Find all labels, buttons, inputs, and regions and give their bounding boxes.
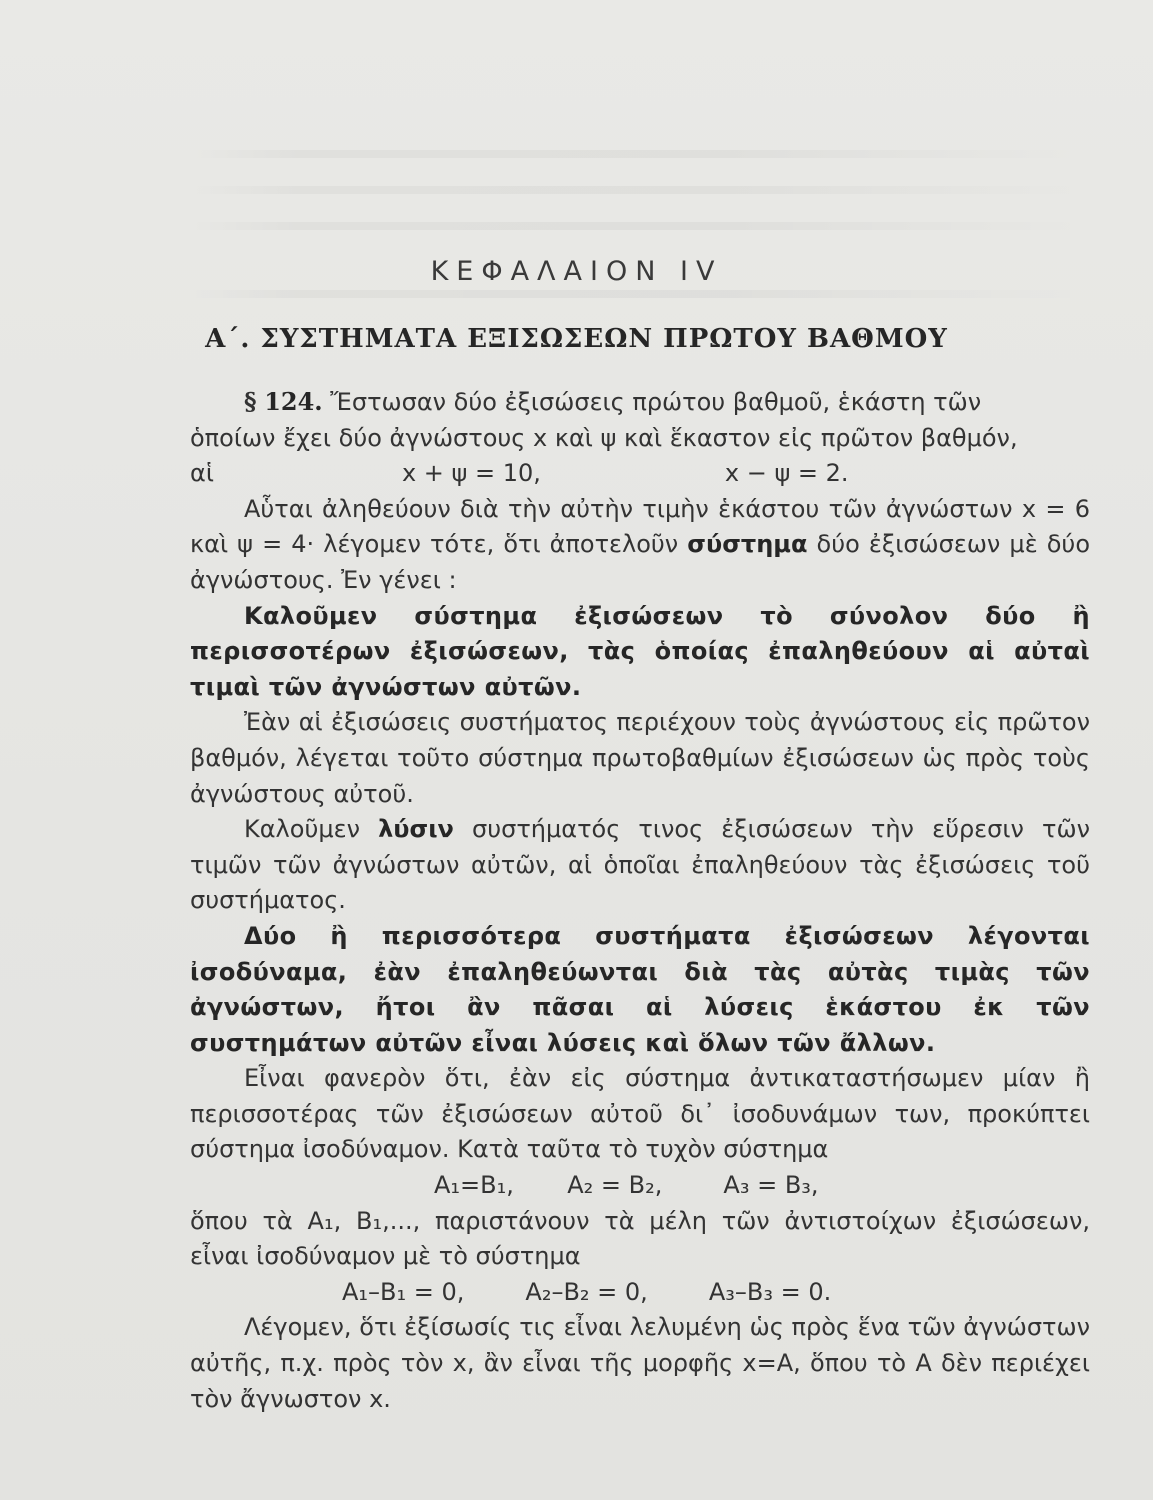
paragraph-124-intro [190, 384, 1090, 421]
equation-system-2: A₁–B₁ = 0, A₂–B₂ = 0, A₃–B₃ = 0. [342, 1277, 832, 1306]
paragraph: ὅπου τὰ A₁, B₁,..., παριστάνουν τὰ μέλη τῶν ἀντιστοίχων ἐξισώσεων, εἶναι ἰσοδύναμον μὲ τὸ σύστημα [190, 1206, 1090, 1271]
paragraph [190, 812, 1090, 919]
paragraph-text: συστήματός τινος ἐξισώσεων τὴν εὕρεσιν τῶν τιμῶν τῶν ἀγνώστων αὐτῶν, αἱ ὁποῖαι ἐπαληθεύουν τὰς ἐξισώσεις τοῦ συστήματος. [190, 815, 1090, 915]
section-number: 124. [264, 387, 323, 416]
section-title: Α΄. ΣΥΣΤΗΜΑΤΑ ΕΞΙΣΩΣΕΩΝ ΠΡΩΤΟΥ ΒΑΘΜΟΥ [205, 324, 948, 354]
paragraph: Εἶναι φανερὸν ὅτι, ἐὰν εἰς σύστημα ἀντικαταστήσωμεν μίαν ἢ περισσοτέρας τῶν ἐξισώσεων αὐτοῦ δι᾽ ἰσοδυνάμων των, προκύπτει σύστημα ἰσοδύναμον. Κατὰ ταῦτα τὸ τυχὸν σύστημα [190, 1064, 1090, 1164]
bleed-through-shadow [190, 186, 1090, 194]
chapter-heading: ΚΕΦΑΛΑΙΟΝ IV [430, 256, 723, 287]
equation-system-1: A₁=B₁, A₂ = B₂, A₃ = B₃, [434, 1171, 819, 1200]
equation: x − ψ = 2. [724, 459, 849, 488]
body-text [190, 384, 1090, 1417]
paragraph-text-line: ὁποίων ἔχει δύο ἀγνώστους x καὶ ψ καὶ ἕκαστον εἰς πρῶτον βαθμόν, [190, 423, 1018, 452]
paragraph-text: Αὗται ἀληθεύουν διὰ τὴν αὐτὴν τιμὴν ἑκάστου τῶν ἀγνώστων x = 6 καὶ ψ = 4· λέγομεν τότε, ὅτι ἀποτελοῦν [190, 494, 1090, 559]
paragraph-text: δύο ἐξισώσεων μὲ δύο ἀγνώστους. Ἐν γένει : [190, 530, 1090, 594]
section-symbol: § [244, 387, 257, 416]
definition-system: Καλοῦμεν σύστημα ἐξισώσεων τὸ σύνολον δύο ἢ περισσοτέρων ἐξισώσεων, τὰς ὁποίας ἐπαληθεύουν αἱ αὐταὶ τιμαὶ τῶν ἀγνώστων αὐτῶν. [190, 601, 1090, 701]
paragraph-text: Καλοῦμεν [244, 815, 360, 844]
equation-prefix: αἱ [190, 459, 214, 488]
term-systema: σύστημα [687, 530, 808, 559]
bleed-through-shadow [190, 150, 1090, 158]
term-lysis: λύσιν [378, 815, 454, 844]
equation-line [190, 456, 1090, 492]
definition-equivalent: Δύο ἢ περισσότερα συστήματα ἐξισώσεων λέγονται ἰσοδύναμα, ἐὰν ἐπαληθεύωνται διὰ τὰς αὐτὰς τιμὰς τῶν ἀγνώστων, ἤτοι ἂν πᾶσαι αἱ λύσεις ἑκάστου ἐκ τῶν συστημάτων αὐτῶν εἶναι λύσεις καὶ ὅλων τῶν ἄλλων. [190, 921, 1090, 1057]
bleed-through-shadow [190, 222, 1090, 230]
paragraph [190, 492, 1090, 599]
paragraph-text: Ἔστωσαν δύο ἐξισώσεις πρώτου βαθμοῦ, ἑκάστη τῶν [330, 388, 982, 416]
bleed-through-shadow [190, 290, 1090, 298]
paragraph: Ἐὰν αἱ ἐξισώσεις συστήματος περιέχουν τοὺς ἀγνώστους εἰς πρῶτον βαθμόν, λέγεται τοῦτο σύστημα πρωτοβαθμίων ἐξισώσεων ὡς πρὸς τοὺς ἀγνώστους αὐτοῦ. [190, 708, 1090, 808]
equation: x + ψ = 10, [401, 459, 541, 488]
paragraph: Λέγομεν, ὅτι ἐξίσωσίς τις εἶναι λελυμένη ὡς πρὸς ἕνα τῶν ἀγνώστων αὐτῆς, π.χ. πρὸς τὸν x, ἂν εἶναι τῆς μορφῆς x=A, ὅπου τὸ A δὲν περιέχει τὸν ἄγνωστον x. [190, 1313, 1090, 1413]
